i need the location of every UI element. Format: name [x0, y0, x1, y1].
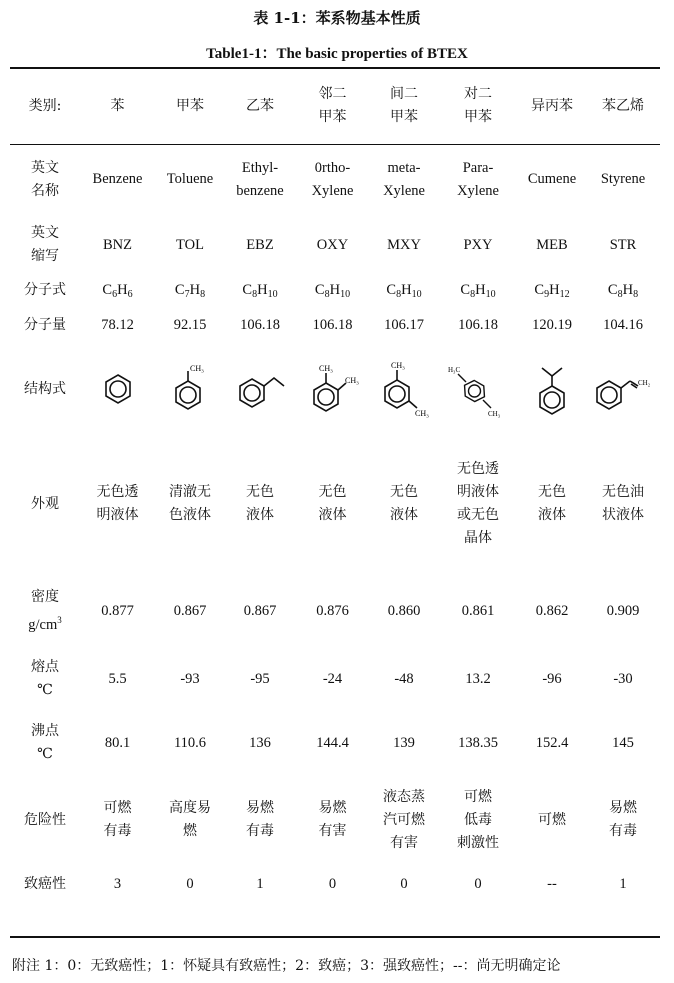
table-cell — [438, 775, 518, 865]
formula-cell — [295, 275, 370, 305]
table-cell: 1 — [619, 875, 627, 892]
cell-line: 或无色 — [457, 507, 499, 523]
carcinogenicity-row — [10, 865, 660, 903]
header-cell — [586, 68, 660, 144]
formula-element: C — [242, 281, 253, 298]
structure-row — [10, 345, 660, 433]
benzene-structure — [88, 359, 148, 419]
formula-subscript: 8 — [252, 288, 258, 300]
row-label — [10, 711, 80, 775]
structure-cell — [155, 345, 225, 433]
cell-line: 液体 — [538, 507, 566, 523]
table-cell: 0.909 — [606, 602, 640, 619]
table-cell: -93 — [180, 670, 200, 687]
cell-line: 低毒 — [464, 811, 492, 828]
cell-line: 甲苯 — [318, 109, 347, 125]
table-caption-chinese: 表 1-1：苯系物基本性质 — [253, 9, 421, 27]
table-cell: 106.18 — [240, 316, 280, 333]
formula-element: H — [475, 281, 486, 298]
cell-line: 对二 — [464, 86, 492, 102]
formula-subscript: 8 — [200, 288, 206, 300]
table-cell — [295, 433, 370, 575]
formula-element: C — [102, 281, 113, 298]
cell-line: 可燃 — [538, 811, 566, 828]
structure-cell — [370, 345, 438, 433]
substituent-label: H₃C — [448, 366, 461, 374]
p-xylene-structure — [446, 358, 510, 420]
structure-cell — [438, 345, 518, 433]
header-cell — [295, 68, 370, 144]
substituent-label: CH₃ — [190, 364, 204, 373]
table-cell: 152.4 — [535, 734, 569, 751]
row-label — [10, 647, 80, 711]
cell-line: 名称 — [31, 182, 59, 199]
cell-line: 明液体 — [457, 484, 499, 500]
density-unit: $g/cm^3$ — [28, 614, 62, 633]
cell-line: 异丙苯 — [531, 97, 573, 114]
table-cell — [586, 433, 660, 575]
table-cell: 0.877 — [101, 602, 134, 619]
cell-line: 无色透 — [96, 484, 139, 500]
formula-subscript: 8 — [396, 288, 402, 300]
table-cell: STR — [609, 236, 637, 253]
table-cell — [295, 775, 370, 865]
formula-cell — [225, 275, 295, 305]
table-cell — [586, 144, 660, 215]
formula-element: H — [401, 281, 412, 298]
formula-subscript: 8 — [324, 288, 330, 300]
hazard-row — [10, 775, 660, 865]
table-cell — [155, 433, 225, 575]
cell-line: Benzene — [92, 171, 143, 187]
cell-line: 英文 — [31, 159, 59, 176]
table-cell: 0 — [328, 875, 337, 892]
table-cell: EBZ — [246, 236, 274, 253]
table-bottom-rule — [10, 936, 660, 938]
cell-line: 有害 — [318, 823, 347, 839]
styrene-structure — [591, 359, 655, 419]
row-label: 分子量 — [24, 316, 66, 333]
formula-element: H — [257, 281, 268, 298]
table-cell — [438, 144, 518, 215]
cell-line: 状液体 — [602, 507, 644, 523]
btex-properties-table — [10, 68, 660, 903]
substituent-label: CH₂ — [638, 379, 651, 387]
cell-line: 无色 — [246, 484, 274, 500]
cell-line: 易燃 — [318, 800, 347, 816]
density-label: 密度 — [31, 588, 59, 605]
header-cell — [155, 68, 225, 144]
table-cell: 144.4 — [316, 734, 349, 751]
cell-line: 苯 — [110, 97, 125, 114]
table-cell — [80, 144, 155, 215]
table-footnote: 附注 1：0：无致癌性；1：怀疑具有致癌性；2：致癌；3：强致癌性；--：尚无明确定论 — [12, 958, 561, 974]
cell-line: benzene — [236, 182, 284, 199]
formula-subscript: 10 — [267, 288, 278, 300]
formula-cell — [370, 275, 438, 305]
structure-cell — [80, 345, 155, 433]
table-cell — [370, 433, 438, 575]
cell-line: 液体 — [390, 507, 418, 523]
table-cell: 13.2 — [465, 670, 491, 687]
cell-line: 有毒 — [609, 823, 637, 839]
ethylbenzene-structure — [230, 359, 290, 419]
cell-line: Styrene — [600, 171, 646, 187]
table-cell — [155, 144, 225, 215]
structure-cell — [295, 345, 370, 433]
table-cell — [518, 775, 586, 865]
table-cell: 78.12 — [101, 316, 134, 333]
table-cell: 120.19 — [532, 316, 572, 333]
structure-cell — [586, 345, 660, 433]
formula-subscript: 7 — [184, 288, 190, 300]
formula-subscript: 10 — [411, 288, 422, 300]
table-cell — [586, 775, 660, 865]
table-cell — [225, 433, 295, 575]
table-cell: 0.862 — [535, 602, 569, 619]
formula-element: C — [314, 281, 325, 298]
cell-line: 有毒 — [246, 823, 274, 839]
table-cell — [225, 144, 295, 215]
cell-line: 明液体 — [96, 507, 139, 523]
cell-line: 甲苯 — [390, 109, 418, 125]
cell-line: Xylene — [383, 182, 425, 199]
cell-line: 清澈无 — [169, 484, 211, 500]
english-name-row — [10, 144, 660, 215]
header-cell — [518, 68, 586, 144]
table-cell: 106.18 — [312, 316, 353, 333]
table-cell: TOL — [176, 236, 204, 253]
formula-element: C — [460, 281, 471, 298]
table-cell — [518, 144, 586, 215]
formula-element: H — [549, 281, 560, 298]
formula-subscript: 8 — [633, 288, 639, 300]
table-cell: 0.860 — [387, 602, 421, 619]
formula-subscript: 10 — [340, 288, 351, 300]
melting-point-row — [10, 647, 660, 711]
cell-line: 刺激性 — [457, 834, 499, 851]
table-cell: 80.1 — [104, 734, 131, 751]
cell-line: 色液体 — [169, 507, 211, 523]
table-cell — [295, 144, 370, 215]
header-cell — [80, 68, 155, 144]
table-cell: 145 — [612, 734, 634, 751]
table-cell: -48 — [394, 670, 414, 687]
structure-cell — [518, 345, 586, 433]
formula-cell — [438, 275, 518, 305]
o-xylene-structure — [302, 359, 364, 419]
substituent-label: CH₃ — [318, 364, 333, 373]
table-cell — [370, 775, 438, 865]
table-cell: 136 — [249, 734, 271, 751]
formula-subscript: 9 — [544, 288, 550, 300]
table-cell — [80, 775, 155, 865]
cell-line: Cumene — [527, 171, 577, 187]
table-cell — [370, 144, 438, 215]
cell-line: 燃 — [183, 823, 197, 839]
formula-subscript: 10 — [485, 288, 496, 300]
table-cell: 0 — [400, 875, 408, 892]
cell-line: Toluene — [166, 171, 214, 187]
formula-element: C — [534, 281, 545, 298]
cell-line: 无色 — [390, 484, 418, 500]
table-cell: 5.5 — [108, 670, 127, 687]
cell-line: Para- — [462, 159, 494, 176]
boiling-point-row — [10, 711, 660, 775]
table-cell: -30 — [613, 670, 633, 687]
table-cell: 104.16 — [603, 316, 643, 333]
structure-cell — [225, 345, 295, 433]
table-cell: OXY — [316, 236, 349, 253]
table-cell: 1 — [256, 875, 264, 892]
cell-line: 无色油 — [602, 484, 644, 500]
table-cell: -95 — [250, 670, 270, 687]
table-cell: 0.867 — [173, 602, 207, 619]
row-label — [10, 215, 80, 275]
molecular-weight-row — [10, 305, 660, 345]
abbreviation-row — [10, 215, 660, 275]
table-cell: 92.15 — [173, 316, 207, 333]
table-cell: -- — [547, 875, 557, 892]
cell-line: 有毒 — [103, 823, 132, 839]
appearance-row — [10, 433, 660, 575]
cell-line: 可燃 — [464, 788, 492, 805]
table-cell: MXY — [387, 236, 421, 253]
cell-line: 易燃 — [246, 800, 274, 816]
substituent-label: CH₃ — [488, 410, 501, 418]
cell-line: 可燃 — [103, 800, 132, 816]
header-cell — [370, 68, 438, 144]
density-row — [10, 575, 660, 647]
table-cell: 106.18 — [458, 316, 498, 333]
cumene-structure — [522, 358, 582, 420]
cell-line: 0rtho- — [314, 159, 351, 176]
cell-line: Ethyl- — [241, 159, 279, 176]
table-cell: 0.876 — [316, 602, 349, 619]
substituent-label: CH₃ — [344, 376, 359, 385]
header-cell — [225, 68, 295, 144]
cell-line: 高度易 — [169, 800, 211, 816]
cell-line: 英文 — [31, 225, 59, 241]
header-row — [10, 68, 660, 144]
formula-subscript: 6 — [112, 288, 118, 300]
cell-line: 邻二 — [318, 86, 347, 102]
formula-subscript: 12 — [559, 288, 570, 300]
substituent-label: CH₃ — [391, 361, 405, 370]
table-cell: 0.867 — [243, 602, 277, 619]
formula-cell — [155, 275, 225, 305]
cell-line: Xylene — [311, 182, 354, 199]
formula-element: C — [386, 281, 397, 298]
table-cell: -24 — [322, 670, 343, 687]
cell-line: Xylene — [457, 182, 499, 199]
row-label — [10, 144, 80, 215]
formula-element: C — [607, 281, 618, 298]
table-caption-english: Table1-1：The basic properties of BTEX — [206, 46, 468, 62]
table-cell: 138.35 — [458, 734, 498, 751]
cell-line: 无色透 — [457, 461, 499, 477]
row-label: 危险性 — [24, 811, 66, 828]
cell-line: 液体 — [318, 507, 347, 523]
m-xylene-structure — [373, 358, 435, 420]
cell-line: 无色 — [538, 484, 566, 500]
row-label: 致癌性 — [24, 875, 66, 892]
cell-line: 间二 — [390, 86, 418, 102]
cell-line: 沸点 — [31, 723, 59, 739]
cell-line: 晶体 — [464, 530, 492, 546]
table-cell: BNZ — [103, 236, 132, 253]
table-cell — [155, 775, 225, 865]
table-cell: 0.861 — [461, 602, 495, 619]
row-label: 外观 — [31, 495, 59, 512]
cell-line: 缩写 — [31, 248, 59, 264]
cell-line: 易燃 — [609, 800, 637, 816]
cell-line: 苯乙烯 — [602, 97, 644, 114]
header-cell — [438, 68, 518, 144]
table-cell: 106.17 — [384, 316, 424, 333]
formula-element: H — [117, 281, 128, 298]
cell-line: 汽可燃 — [383, 811, 425, 828]
toluene-structure — [160, 359, 220, 419]
cell-line: 甲苯 — [464, 109, 492, 125]
table-cell: PXY — [463, 236, 493, 253]
table-cell: 3 — [113, 875, 122, 892]
cell-line: 有害 — [390, 834, 418, 851]
formula-element: C — [174, 281, 185, 298]
table-cell — [225, 775, 295, 865]
row-label — [10, 575, 80, 647]
table-cell: -96 — [542, 670, 562, 687]
table-cell: 0 — [474, 875, 482, 892]
table-cell — [80, 433, 155, 575]
table-cell: 139 — [393, 734, 415, 751]
row-label: 分子式 — [24, 281, 66, 298]
cell-line: 熔点 — [31, 659, 59, 675]
formula-element: H — [622, 281, 634, 298]
row-label: 结构式 — [24, 380, 66, 397]
cell-line: 甲苯 — [176, 97, 204, 114]
formula-cell — [586, 275, 660, 305]
table-cell — [518, 433, 586, 575]
cell-line: ℃ — [37, 682, 53, 698]
cell-line: 液态蒸 — [383, 788, 425, 805]
formula-row — [10, 275, 660, 305]
formula-subscript: 8 — [617, 288, 623, 300]
formula-element: H — [189, 281, 201, 298]
table-cell — [438, 433, 518, 575]
formula-subscript: 8 — [470, 288, 476, 300]
formula-element: H — [329, 281, 341, 298]
table-cell: 0 — [186, 875, 194, 892]
table-cell: MEB — [536, 236, 568, 253]
formula-cell — [518, 275, 586, 305]
cell-line: ℃ — [37, 746, 53, 762]
table-cell: 110.6 — [173, 734, 207, 751]
formula-cell — [80, 275, 155, 305]
header-label: 类别: — [28, 97, 62, 114]
formula-subscript: 6 — [127, 288, 133, 300]
cell-line: 液体 — [246, 507, 274, 523]
substituent-label: CH₃ — [415, 409, 429, 418]
cell-line: meta- — [387, 159, 421, 176]
cell-line: 无色 — [318, 484, 347, 500]
cell-line: 乙苯 — [246, 97, 274, 114]
